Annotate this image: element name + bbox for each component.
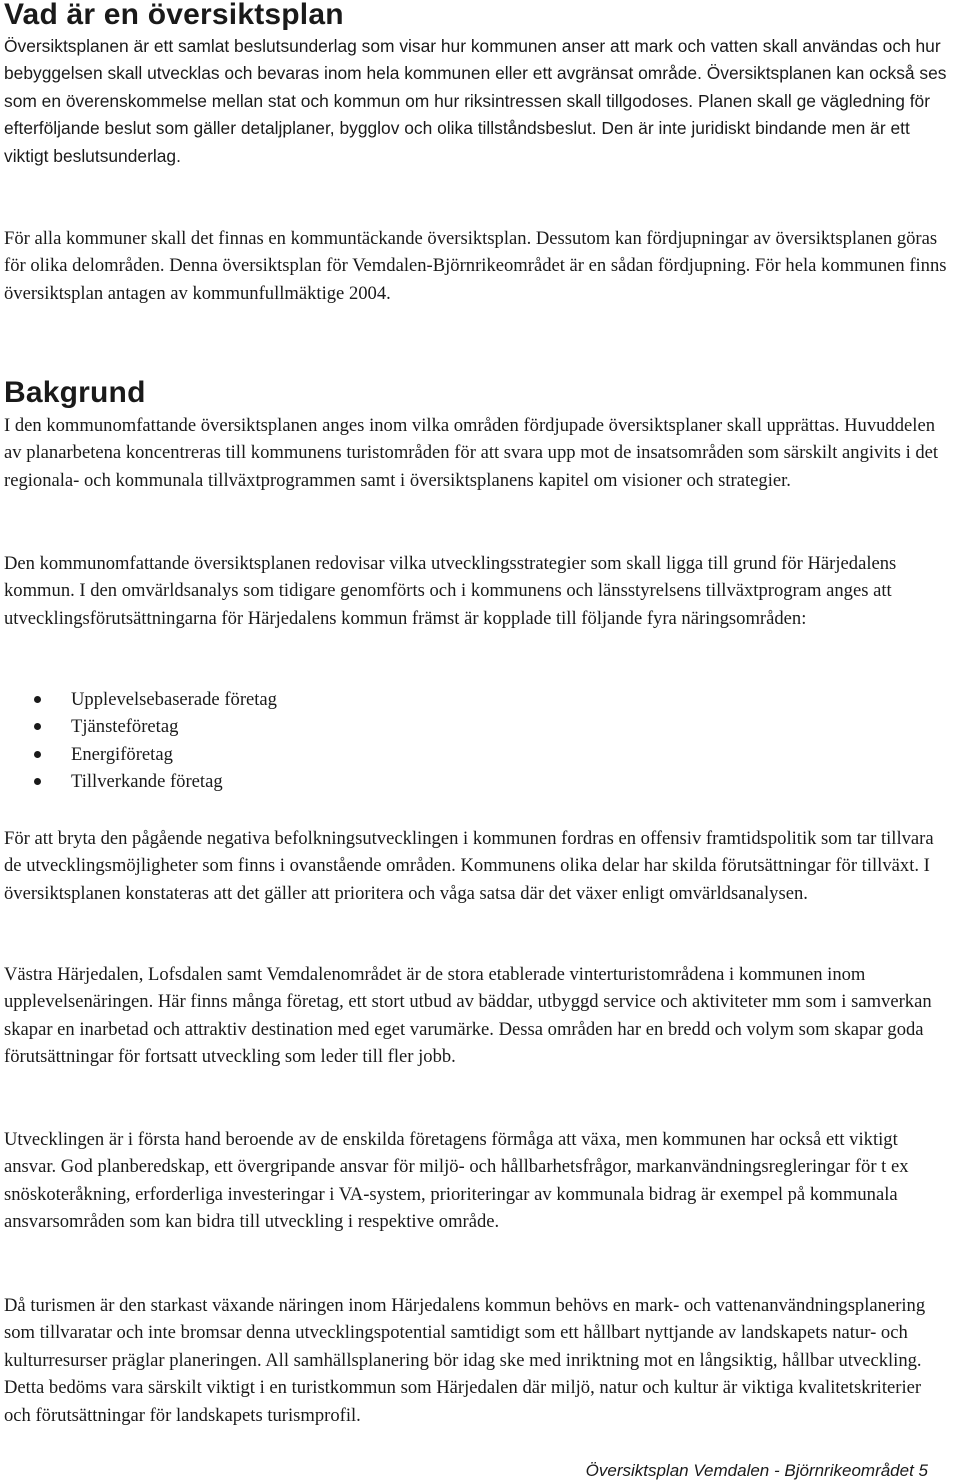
paragraph-bakgrund-3: För att bryta den pågående negativa befolkningsutvecklingen i kommunen fordras en offensiv framtidspolitik som tar tillvara de utvecklingsmöjligheter som finns i ovanstående områden. Kommunens olika delar har skilda förutsättningar för tillväxt. I översiktsplanen konstateras att det gäller att prioritera och våga satsa där det växer enligt omvärldsanalysen. bbox=[4, 828, 934, 904]
heading-vad-ar-en-oversiktsplan: Vad är en översiktsplan bbox=[4, 0, 344, 31]
list-item: Tjänsteföretag bbox=[4, 713, 277, 740]
bullet-icon bbox=[34, 778, 41, 785]
page-footer: Översiktsplan Vemdalen - Björnrikeområdet 5 bbox=[585, 1461, 928, 1480]
bullet-icon bbox=[34, 751, 41, 758]
paragraph-bakgrund-1: I den kommunomfattande översiktsplanen anges inom vilka områden fördjupade översiktsplaner skall upprättas. Huvuddelen av planarbetena koncentreras till kommunens turistområden för att svara upp mot de insatsområden som särskilt angivits i det regionala- och kommunala tillväxtprogrammen samt i översiktsplanens kapitel om visioner och strategier. bbox=[4, 415, 939, 491]
list-item: Tillverkande företag bbox=[4, 768, 277, 795]
heading-bakgrund: Bakgrund bbox=[4, 376, 146, 409]
paragraph-kommuntackande: För alla kommuner skall det finnas en kommuntäckande översiktsplan. Dessutom kan fördjupningar av översiktsplanen göras för olika delområden. Denna översiktsplan för Vemdalen-Björnrikeområdet är en sådan fördjupning. För hela kommunen finns översiktsplan antagen av kommunfullmäktige 2004. bbox=[4, 228, 947, 304]
paragraph-bakgrund-4: Västra Härjedalen, Lofsdalen samt Vemdalenområdet är de stora etablerade vinterturistområdena i kommunen inom upplevelsenäringen. Här finns många företag, ett stort utbud av bäddar, utbyggd service och aktiviteter mm som i samverkan skapar en inarbetad och attraktiv destination med eget varumärke. Dessa områden har en bredd och volym som skapar goda förutsättningar för fortsatt utveckling som leder till fler jobb. bbox=[4, 964, 932, 1068]
paragraph-bakgrund-5: Utvecklingen är i första hand beroende av de enskilda företagens förmåga att växa, men kommunen har också ett viktigt ansvar. God planberedskap, ett övergripande ansvar för miljö- och hållbarhetsfrågor, markanvändningsregleringar för t ex snöskoteråkning, erforderliga investeringar i VA-system, prioriteringar av kommunala bidrag är exempel på kommunala ansvarsområden som kan bidra till utveckling i respektive område. bbox=[4, 1129, 909, 1233]
paragraph-bakgrund-2: Den kommunomfattande översiktsplanen redovisar vilka utvecklingsstrategier som skall ligga till grund för Härjedalens kommun. I den omvärldsanalys som tidigare genomförts och i kommunens och länsstyrelsens tillväxtprogram anges att utvecklingsförutsättningarna för Härjedalens kommun främst är kopplade till följande fyra näringsområden: bbox=[4, 553, 897, 629]
list-item: Energiföretag bbox=[4, 741, 277, 768]
naringsomraden-list bbox=[4, 686, 277, 796]
bullet-icon bbox=[34, 723, 41, 730]
paragraph-bakgrund-6: Då turismen är den starkast växande näringen inom Härjedalens kommun behövs en mark- och vattenanvändningsplanering som tillvaratar och inte bromsar denna utvecklingspotential samtidigt som ett hållbart nyttjande av landskapets natur- och kulturresurser präglar planeringen. All samhällsplanering bör idag ske med inriktning mot en långsiktig, hållbar utveckling. Detta bedöms vara särskilt viktigt i en turistkommun som Härjedalen där miljö, natur och kultur är viktiga kvalitetskriterier och förutsättningar för landskapets turismprofil. bbox=[4, 1295, 926, 1426]
bullet-icon bbox=[34, 696, 41, 703]
list-item: Upplevelsebaserade företag bbox=[4, 686, 277, 713]
paragraph-oversiktsplan-definition: Översiktsplanen är ett samlat beslutsunderlag som visar hur kommunen anser att mark och vatten skall användas och hur bebyggelsen skall utvecklas och bevaras inom hela kommunen eller ett avgränsat område. Översiktsplanen kan också ses som en överenskommelse mellan stat och kommun om hur riksintressen skall tillgodoses. Planen skall ge vägledning för efterföljande beslut som gäller detaljplaner, bygglov och olika tillståndsbeslut. Den är inte juridiskt bindande men är ett viktigt beslutsunderlag. bbox=[4, 36, 947, 166]
